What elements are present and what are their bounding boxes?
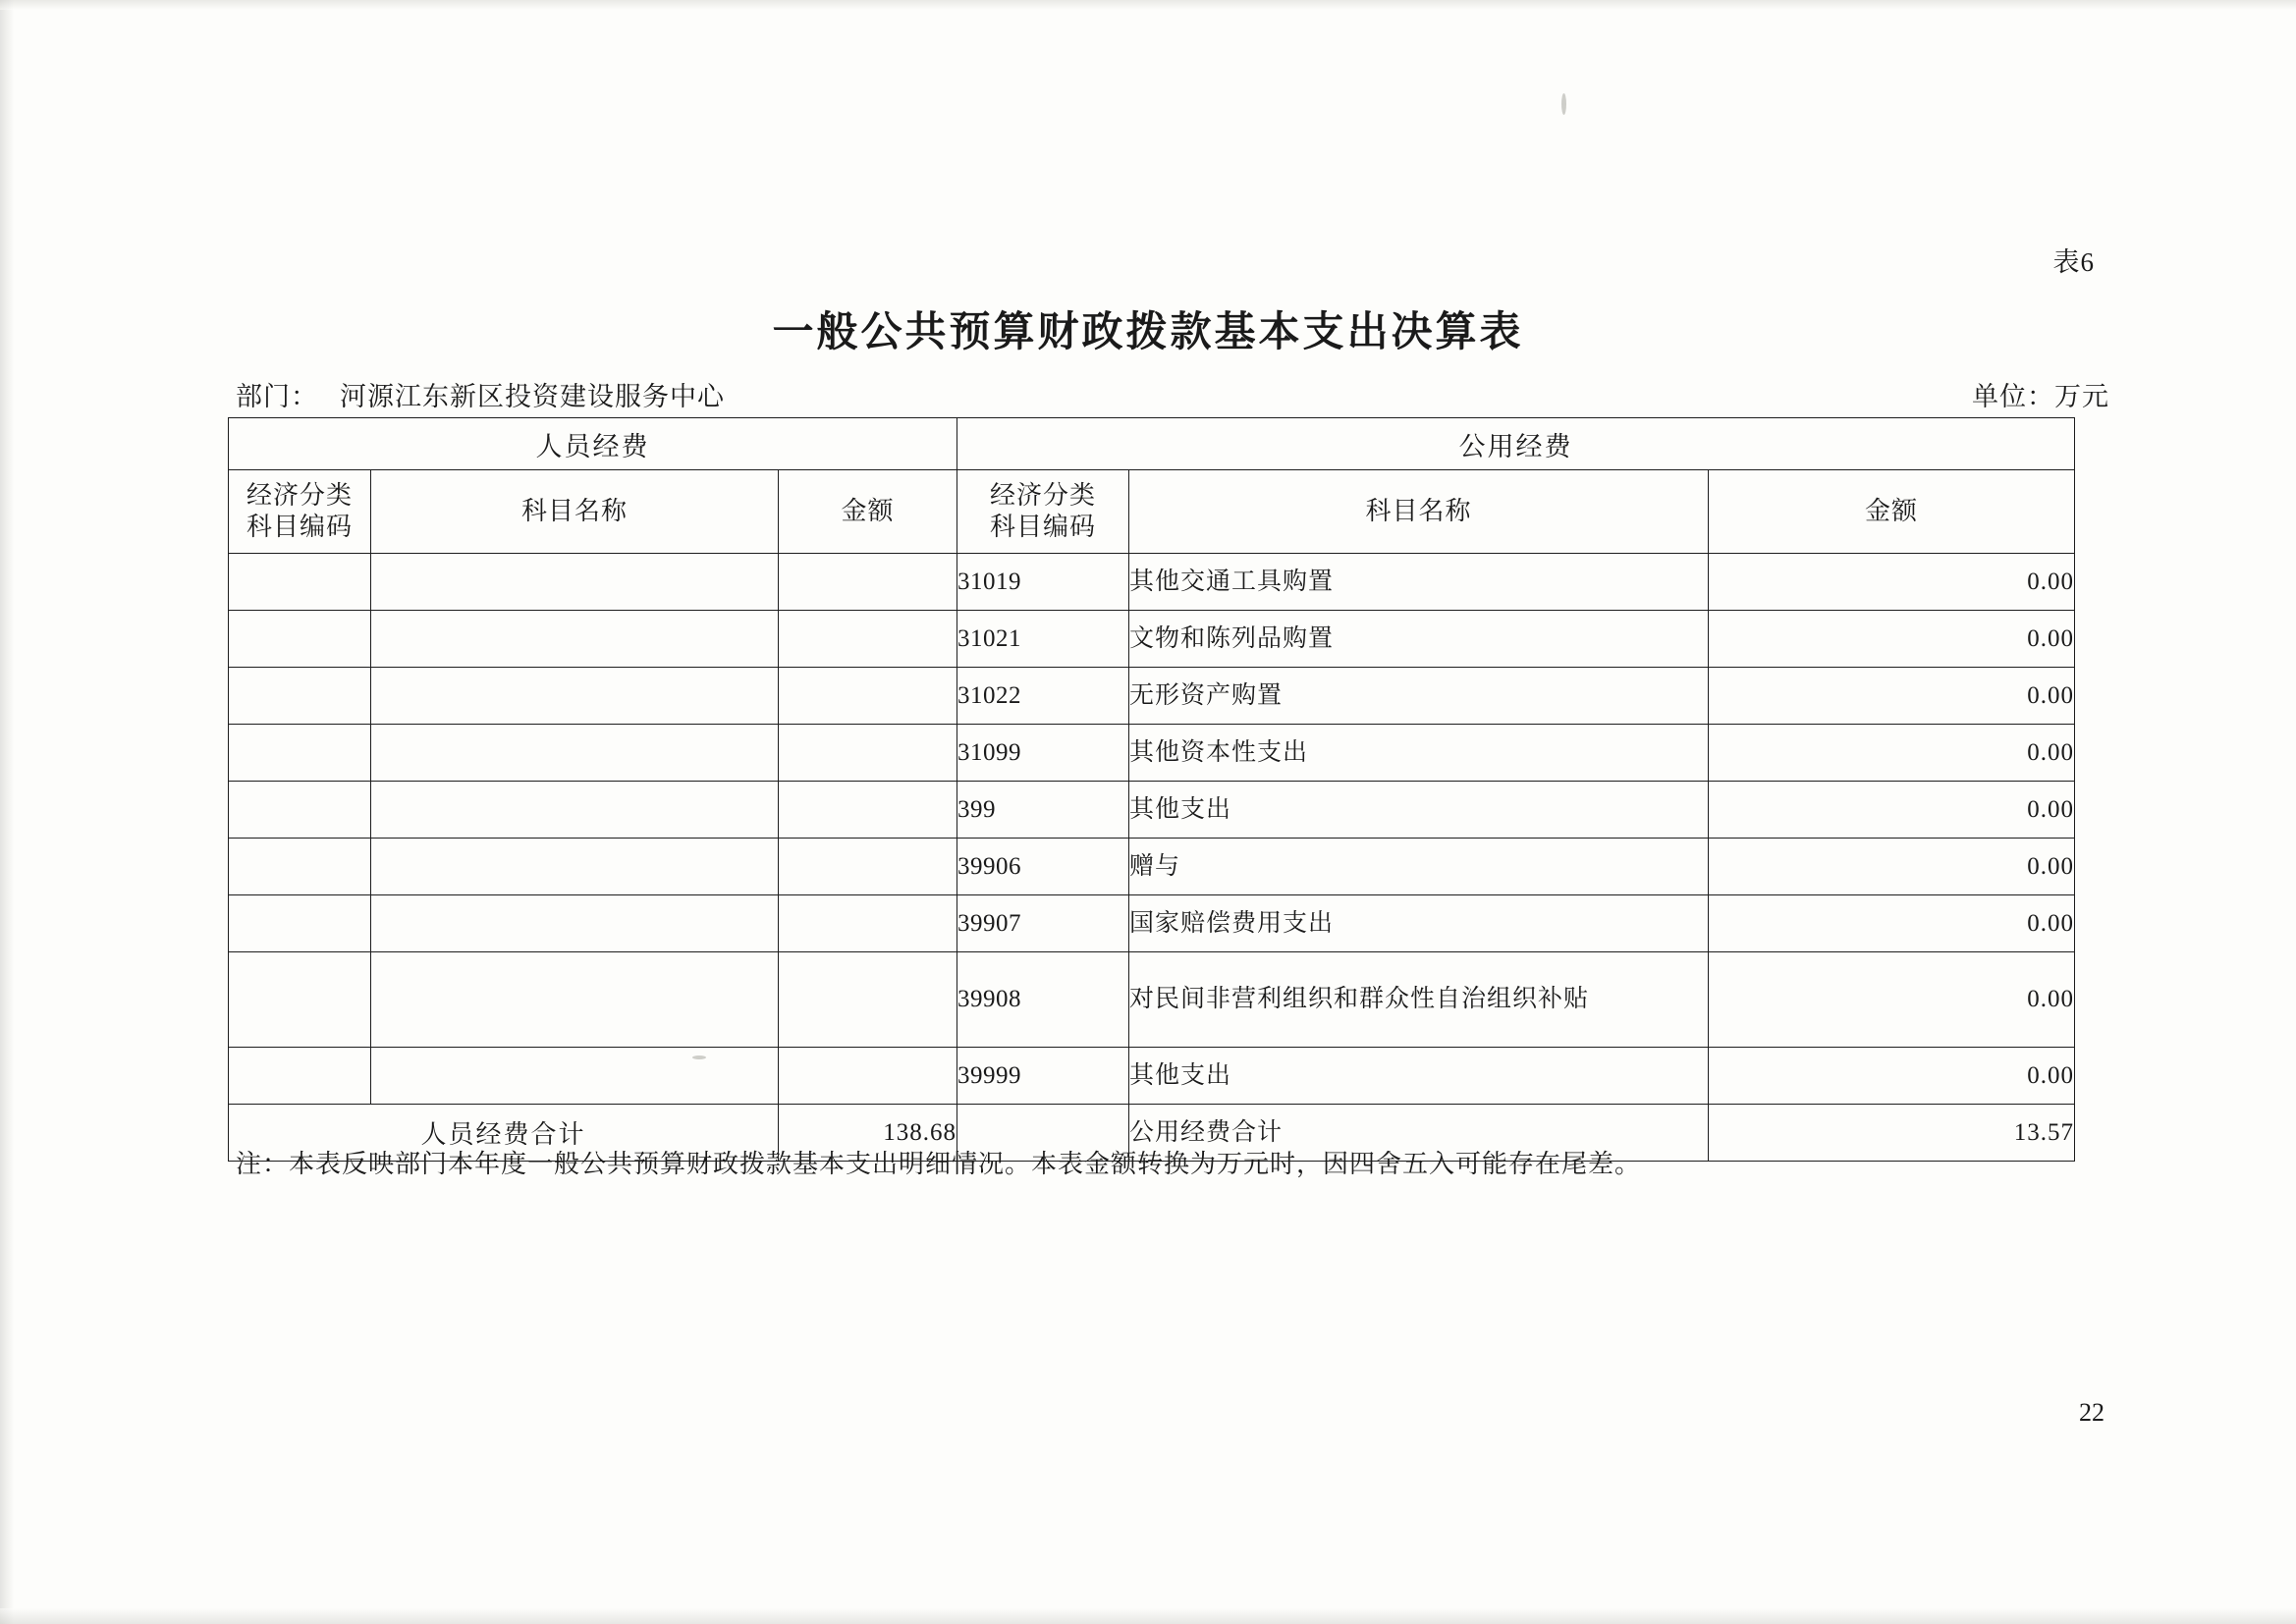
cell-personnel-code [229,839,371,895]
cell-public-name: 国家赔偿费用支出 [1129,895,1709,952]
column-header-code-line2: 科目编码 [246,513,353,541]
group-header-public: 公用经费 [957,418,2075,470]
cell-public-code: 31022 [957,668,1129,725]
cell-personnel-amount [779,839,957,895]
cell-personnel-amount [779,554,957,611]
cell-public-name: 其他资本性支出 [1129,725,1709,782]
cell-personnel-name [371,611,779,668]
table-group-header-row [229,418,2075,470]
cell-personnel-amount [779,1048,957,1105]
budget-table [228,417,2075,1162]
cell-personnel-name [371,554,779,611]
cell-public-amount: 0.00 [1709,895,2075,952]
column-header-code-line1: 经济分类 [246,481,353,511]
cell-public-code: 31021 [957,611,1129,668]
cell-personnel-code [229,952,371,1048]
table-row [229,1048,2075,1105]
cell-personnel-name [371,839,779,895]
cell-personnel-amount [779,952,957,1048]
table-row [229,725,2075,782]
cell-personnel-code [229,554,371,611]
cell-public-code: 39908 [957,952,1129,1048]
group-header-personnel: 人员经费 [229,418,957,470]
table-number: 表6 [2052,247,2095,277]
cell-personnel-name [371,668,779,725]
cell-personnel-code [229,1048,371,1105]
cell-public-code: 399 [957,782,1129,839]
cell-public-name: 文物和陈列品购置 [1129,611,1709,668]
cell-personnel-code [229,668,371,725]
cell-public-amount: 0.00 [1709,1048,2075,1105]
department-line [236,375,725,413]
cell-personnel-amount [779,611,957,668]
cell-public-amount: 0.00 [1709,725,2075,782]
total-label-public: 公用经费合计 [1129,1105,1709,1162]
table-row [229,839,2075,895]
table-row [229,554,2075,611]
scan-edge-left [0,0,14,1624]
total-amount-personnel: 138.68 [779,1105,957,1162]
cell-public-code: 39999 [957,1048,1129,1105]
table-column-header-row [229,470,2075,554]
cell-personnel-code [229,895,371,952]
cell-personnel-amount [779,668,957,725]
cell-personnel-amount [779,782,957,839]
cell-public-name: 其他支出 [1129,782,1709,839]
cell-public-amount: 0.00 [1709,782,2075,839]
page-title: 一般公共预算财政拨款基本支出决算表 [772,310,1524,355]
cell-personnel-code [229,782,371,839]
department-label: 部门： [236,382,318,411]
cell-public-name: 其他支出 [1129,1048,1709,1105]
table-row [229,668,2075,725]
cell-personnel-name [371,725,779,782]
column-header-code-line1: 经济分类 [989,481,1096,511]
table-row [229,952,2075,1048]
scan-edge-bottom [0,1608,2296,1624]
cell-public-amount: 0.00 [1709,952,2075,1048]
cell-personnel-code [229,611,371,668]
cell-personnel-code [229,725,371,782]
cell-personnel-name [371,782,779,839]
total-amount-public: 13.57 [1709,1105,2075,1162]
cell-public-name: 其他交通工具购置 [1129,554,1709,611]
cell-public-name: 无形资产购置 [1129,668,1709,725]
cell-public-code: 31019 [957,554,1129,611]
cell-personnel-amount [779,725,957,782]
column-header-public-amount: 金额 [1709,470,2075,554]
table-row [229,611,2075,668]
cell-public-name: 对民间非营利组织和群众性自治组织补贴 [1129,952,1709,1048]
scan-edge-top [0,0,2296,10]
table-row [229,782,2075,839]
cell-public-amount: 0.00 [1709,668,2075,725]
column-header-personnel-name: 科目名称 [371,470,779,554]
table-note: 注：本表反映部门本年度一般公共预算财政拨款基本支出明细情况。本表金额转换为万元时，因四舍五入可能存在尾差。 [236,1150,1642,1178]
column-header-code-line2: 科目编码 [989,513,1096,541]
cell-personnel-name [371,1048,779,1105]
cell-public-code: 39907 [957,895,1129,952]
cell-public-amount: 0.00 [1709,554,2075,611]
cell-public-code: 39906 [957,839,1129,895]
total-label-personnel: 人员经费合计 [229,1105,779,1162]
column-header-public-name: 科目名称 [1129,470,1709,554]
cell-public-name: 赠与 [1129,839,1709,895]
cell-personnel-amount [779,895,957,952]
unit-note: 单位：万元 [1972,382,2109,411]
cell-public-amount: 0.00 [1709,839,2075,895]
column-header-personnel-code [229,470,371,554]
table-row [229,895,2075,952]
cell-personnel-name [371,952,779,1048]
cell-public-code: 31099 [957,725,1129,782]
cell-public-amount: 0.00 [1709,611,2075,668]
page-number: 22 [2079,1398,2105,1427]
scan-speck [1561,93,1566,115]
department-name: 河源江东新区投资建设服务中心 [340,382,725,411]
cell-personnel-name [371,895,779,952]
column-header-public-code [957,470,1129,554]
column-header-personnel-amount: 金额 [779,470,957,554]
